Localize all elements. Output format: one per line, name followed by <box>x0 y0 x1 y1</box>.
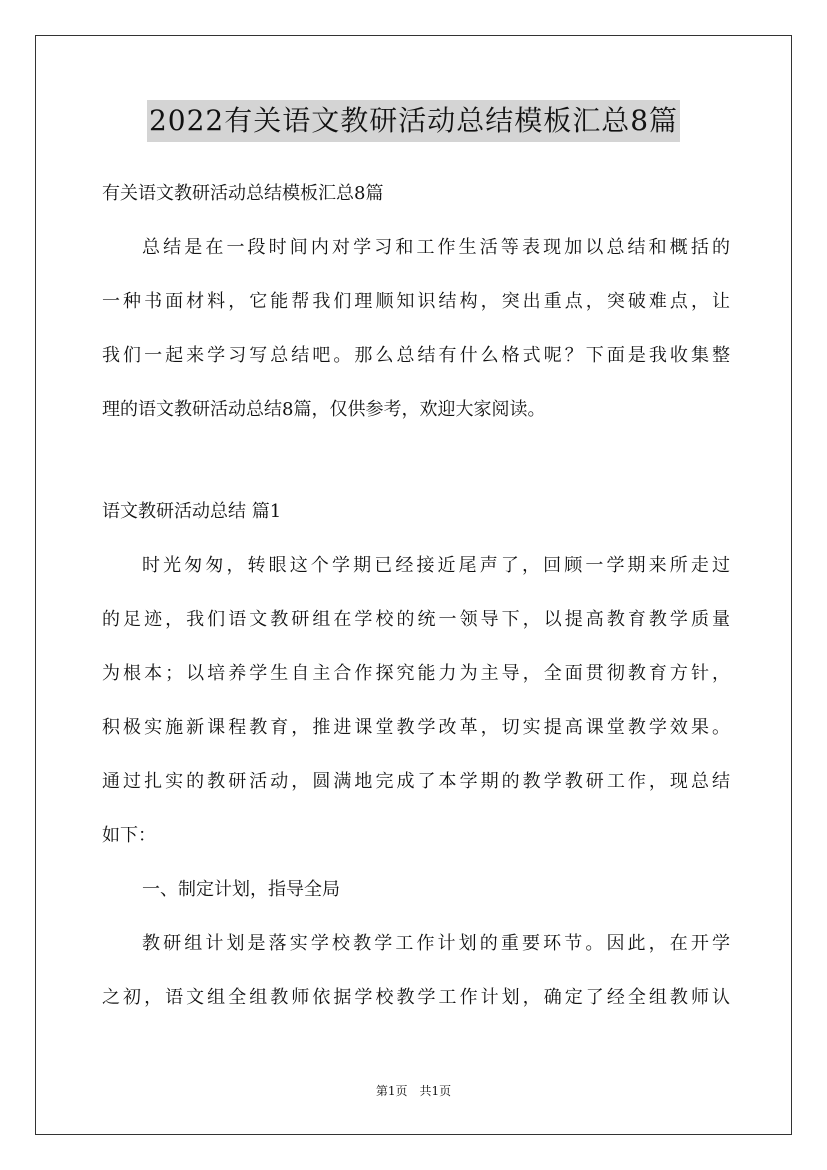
paragraph-gap <box>102 442 730 490</box>
document-subtitle: 有关语文教研活动总结模板汇总8篇 <box>102 183 384 204</box>
subheading: 一、制定计划，指导全局 <box>142 879 340 900</box>
intro-line-3: 我们一起来学习写总结吧。那么总结有什么格式呢？下面是我收集整 <box>102 345 730 366</box>
page-footer: 第1页 共1页 <box>375 1084 452 1098</box>
section-heading: 语文教研活动总结 篇1 <box>102 501 282 522</box>
section-line-1: 时光匆匆，转眼这个学期已经接近尾声了，回顾一学期来所走过 <box>142 555 730 576</box>
section-line-4: 积极实施新课程教育，推进课堂教学改革，切实提高课堂教学效果。 <box>102 717 730 738</box>
intro-line-1: 总结是在一段时间内对学习和工作生活等表现加以总结和概括的 <box>142 237 730 258</box>
para2-line-1: 教研组计划是落实学校教学工作计划的重要环节。因此，在开学 <box>142 933 730 954</box>
section-line-3: 为根本；以培养学生自主合作探究能力为主导，全面贯彻教育方针， <box>102 663 730 684</box>
document-body <box>102 172 730 1030</box>
intro-line-4: 理的语文教研活动总结8篇，仅供参考，欢迎大家阅读。 <box>102 399 546 420</box>
intro-line-2: 一种书面材料，它能帮我们理顺知识结构，突出重点，突破难点，让 <box>102 291 730 312</box>
document-title: 2022有关语文教研活动总结模板汇总8篇 <box>147 100 680 142</box>
section-line-2: 的足迹，我们语文教研组在学校的统一领导下，以提高教育教学质量 <box>102 609 730 630</box>
title-container <box>0 100 827 142</box>
section-line-6: 如下： <box>102 825 156 846</box>
para2-line-2: 之初，语文组全组教师依据学校教学工作计划，确定了经全组教师认 <box>102 987 730 1008</box>
section-line-5: 通过扎实的教研活动，圆满地完成了本学期的教学教研工作，现总结 <box>102 771 730 792</box>
